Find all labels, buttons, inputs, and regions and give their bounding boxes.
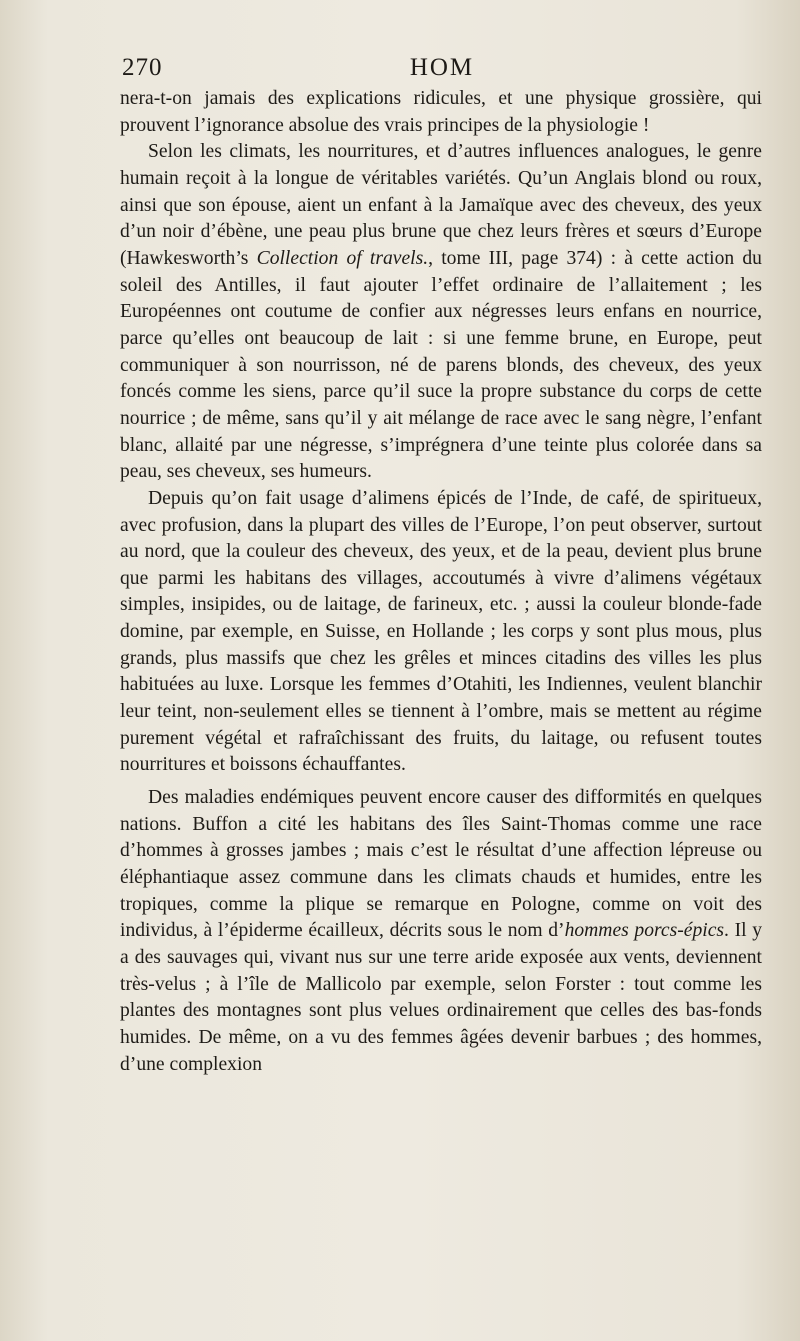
paragraph-4-tail: . Il y a des sauvages qui, vivant nus sur une terre aride exposée aux vents, deviennent très-velus ; à l’île de Mallicolo par exemple, selon Forster : tout comme les plantes des montagnes sont plus velues ordinairement que celles des bas-fonds humides. De même, on a vu des femmes âgées devenir barbues ; des hommes, d’une complexion xyxy=(120,920,762,1075)
page-header xyxy=(122,54,762,86)
paragraph-1-text: nera-t-on jamais des explications ridicules, et une physique grossière, qui prouvent l’ignorance absolue des vrais principes de la physiologie ! xyxy=(120,88,762,136)
term-italic: hommes porcs-épics xyxy=(564,920,725,942)
running-head: HOM xyxy=(409,54,475,81)
paragraph-2-text: Selon les climats, les nourritures, et d’autres influences analogues, le genre humain reçoit à la longue de véritables variétés. Qu’un Anglais blond ou roux, ainsi que son épouse, aient un enfant à la Jamaïque avec des cheveux, des yeux d’un noir d’ébène, une peau plus brune que chez leurs frères et sœurs d’Europe (Hawkesworth’s xyxy=(120,141,762,269)
paragraph-4 xyxy=(120,785,762,1078)
page-number: 270 xyxy=(122,54,163,81)
paragraph-1 xyxy=(120,86,762,139)
paragraph-4-text: Des maladies endémiques peuvent encore causer des difformités en quelques nations. Buffon a cité les habitans des îles Saint-Thomas comme une race d’hommes à grosses jambes ; mais c’est le résultat d’une affection lépreuse ou éléphantiaque assez commune dans les climats chauds et humides, entre les tropiques, comme la plique se remarque en Pologne, comme on voit des individus, à l’épiderme écailleux, décrits sous le nom d’ xyxy=(120,787,762,942)
body-text xyxy=(120,86,762,1078)
paragraph-3 xyxy=(120,486,762,779)
paragraph-2 xyxy=(120,139,762,486)
book-title-italic: Collection of travels. xyxy=(256,247,429,269)
paragraph-3-text: Depuis qu’on fait usage d’alimens épicés de l’Inde, de café, de spiritueux, avec profusion, dans la plupart des villes de l’Europe, l’on peut observer, surtout au nord, que la couleur des cheveux, des yeux, et de la peau, devient plus brune que parmi les habitans des villages, accoutumés à vivre d’alimens végétaux simples, insipides, ou de laitage, de farineux, etc. ; aussi la couleur blonde-fade domine, par exemple, en Suisse, en Hollande ; les corps y sont plus mous, plus grands, plus massifs que chez les grêles et minces citadins des villes les plus habituées au luxe. Lorsque les femmes d’Otahiti, les Indiennes, veulent blanchir leur teint, non-seulement elles se tiennent à l’ombre, mais se mettent au régime purement végétal et rafraîchissant des fruits, du laitage, ou refusent toutes nourritures et boissons échauffantes. xyxy=(120,487,762,776)
paragraph-2-tail: , tome III, page 374) : à cette action du soleil des Antilles, il faut ajouter l’effet ordinaire de l’allaitement ; les Européennes ont coutume de confier aux négresses leurs enfans en nourrice, parce qu’elles ont beaucoup de lait : si une femme brune, en Europe, peut communiquer à son nourrisson, né de parens blonds, des cheveux, des yeux foncés comme les siens, parce qu’il suce la propre substance du corps de cette nourrice ; de même, sans qu’il y ait mélange de race avec le sang nègre, l’enfant blanc, allaité par une négresse, s’imprégnera d’une teinte plus colorée dans sa peau, ses cheveux, ses humeurs. xyxy=(120,247,762,483)
